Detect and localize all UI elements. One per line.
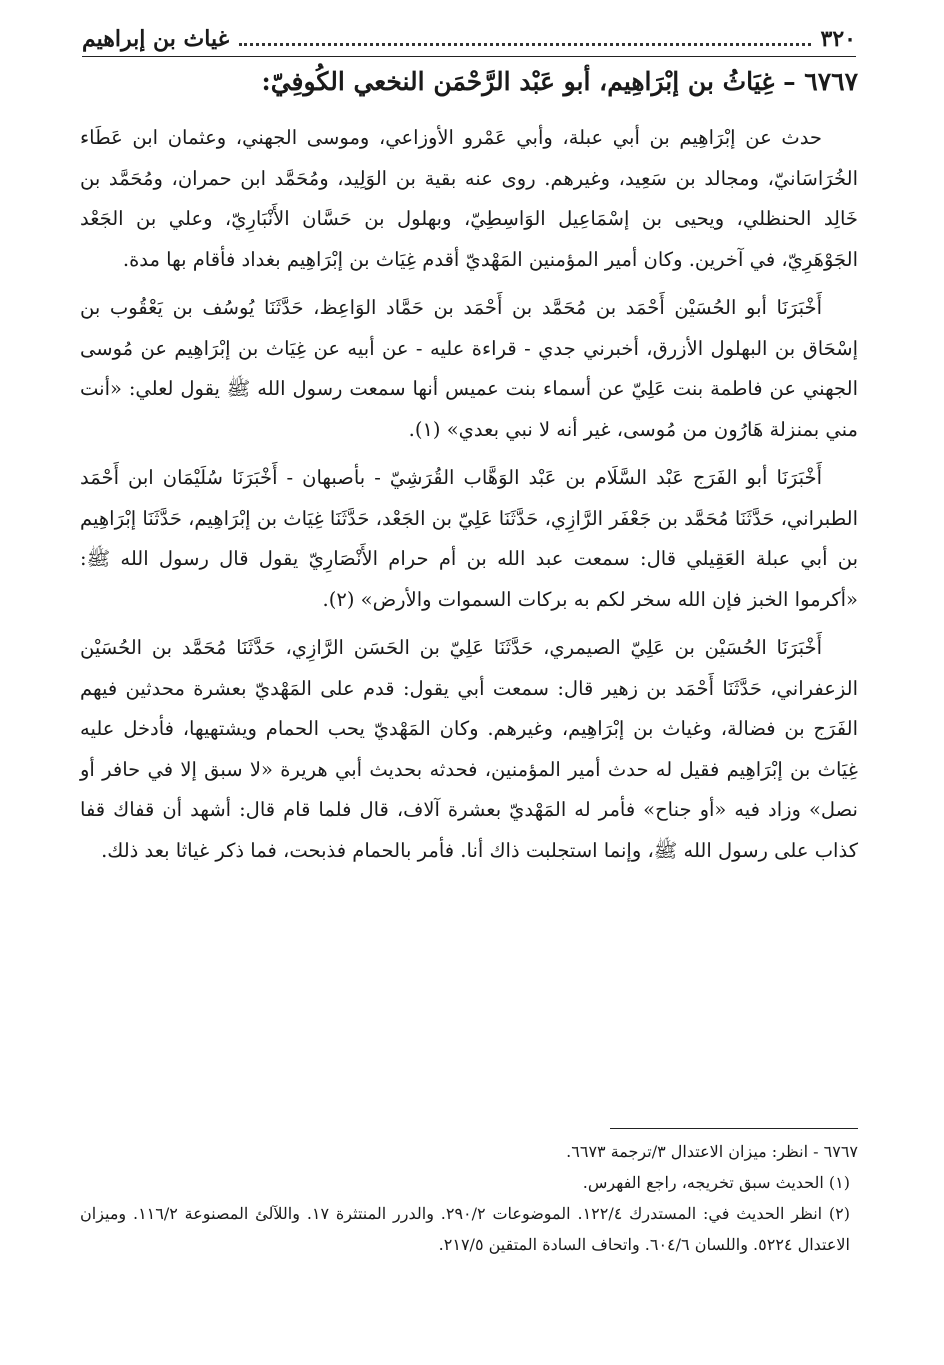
- paragraph-hadith-1: أَخْبَرَنَا أبو الحُسَيْن أَحْمَد بن مُحَمَّد بن أَحْمَد بن حَمَّاد الوَاعِظ، حَدَّثَنَا يُوسُف بن يَعْقُوب بن إسْحَاق بن البهلول الأزرق، أخبرني جدي - قراءة عليه - عن أبيه عن غِيَاث بن إبْرَاهِيم عن مُوسى الجهني عن فاطمة بنت عَلِيّ عن أسماء بنت عميس أنها سمعت رسول الله ﷺ يقول لعلي: «أنت مني بمنزلة هَارُون من مُوسى، غير أنه لا نبي بعدي» (١).: [80, 296, 858, 441]
- header-dot-leader: [239, 33, 810, 46]
- footnote-2: (٢) انظر الحديث في: المستدرك ١٢٢/٤. الموضوعات ٢٩٠/٢. والدرر المنتثرة ١٧. واللآلئ المصنوعة ١١٦/٢. وميزان الاعتدال ٥٢٢٤. واللسان ٦٠٤/٦. واتحاف السادة المتقين ٢١٧/٥.: [80, 1204, 851, 1254]
- entry-body: [80, 118, 858, 879]
- footnote-entry-source: ٦٧٦٧ - انظر: ميزان الاعتدال ٣/ترجمة ٦٦٧٣.: [566, 1142, 858, 1161]
- entry-heading: ٦٧٦٧ – غِيَاثُ بن إبْرَاهِيم، أبو عَبْد الرَّحْمَن النخعي الكُوفِيّ:: [261, 67, 858, 96]
- footnote-1: (١) الحديث سبق تخريجه، راجع الفهرس.: [582, 1173, 850, 1192]
- footnotes: [80, 1136, 858, 1260]
- paragraph-biography: حدث عن إبْرَاهِيم بن أبي عبلة، وأبي عَمْرو الأوزاعي، وموسى الجهني، وعثمان ابن عَطَاء الخُرَاسَانيّ، ومجالد بن سَعِيد، وغيرهم. روى عنه بقية بن الوَلِيد، ومُحَمَّد ابن حمران، ومُحَمَّد بن خَالِد الحنظلي، ويحيى بن إسْمَاعِيل الوَاسِطِيّ، وبهلول بن حَسَّان الأَنْبَارِيّ، وعلي بن الجَعْد الجَوْهَرِيّ، في آخرين. وكان أمير المؤمنين المَهْديّ أقدم غِيَاث بن إبْرَاهِيم بغداد فأقام بها مدة.: [80, 126, 858, 271]
- running-title: غياث بن إبراهيم: [82, 26, 230, 52]
- running-header: [82, 22, 856, 57]
- paragraph-hadith-2: أَخْبَرَنَا أبو الفَرَج عَبْد السَّلَام بن عَبْد الوَهَّاب القُرَشِيّ - بأصبهان - أَخْبَرَنَا سُلَيْمَان ابن أَحْمَد الطبراني، حَدَّثَنَا مُحَمَّد بن جَعْفَر الرَّازِي، حَدَّثَنَا عَلِيّ بن الجَعْد، حَدَّثَنَا غِيَاث بن إبْرَاهِيم، حَدَّثَنَا إبْرَاهِيم بن أبي عبلة العَقِيلي قال: سمعت عبد الله بن أم حرام الأَنْصَارِيّ يقول قال رسول الله ﷺ: «أكرموا الخبز فإن الله سخر لكم به بركات السموات والأرض» (٢).: [80, 466, 858, 611]
- page-number: ٣٢٠: [820, 26, 856, 52]
- footnote-separator: [610, 1128, 858, 1129]
- paragraph-anecdote: أَخْبَرَنَا الحُسَيْن بن عَلِيّ الصيمري، حَدَّثَنَا عَلِيّ بن الحَسَن الرَّازِي، حَدَّثَنَا مُحَمَّد بن الحُسَيْن الزعفراني، حَدَّثَنَا أَحْمَد بن زهير قال: سمعت أبي يقول: قدم على المَهْديّ بعشرة محدثين فيهم الفَرَج بن فضالة، وغياث بن إبْرَاهِيم، وغيرهم. وكان المَهْديّ يحب الحمام ويشتهيها، فأدخل عليه غِيَاث بن إبْرَاهِيم فقيل له حدث أمير المؤمنين، فحدثه بحديث أبي هريرة «لا سبق إلا في حافر أو نصل» وزاد فيه «أو جناح» فأمر له المَهْديّ بعشرة آلاف، قال فلما قام قال: أشهد أن قفاك قفا كذاب على رسول الله ﷺ، وإنما استجلبت ذاك أنا. فأمر بالحمام فذبحت، فما ذكر غياثا بعد ذلك.: [80, 636, 858, 862]
